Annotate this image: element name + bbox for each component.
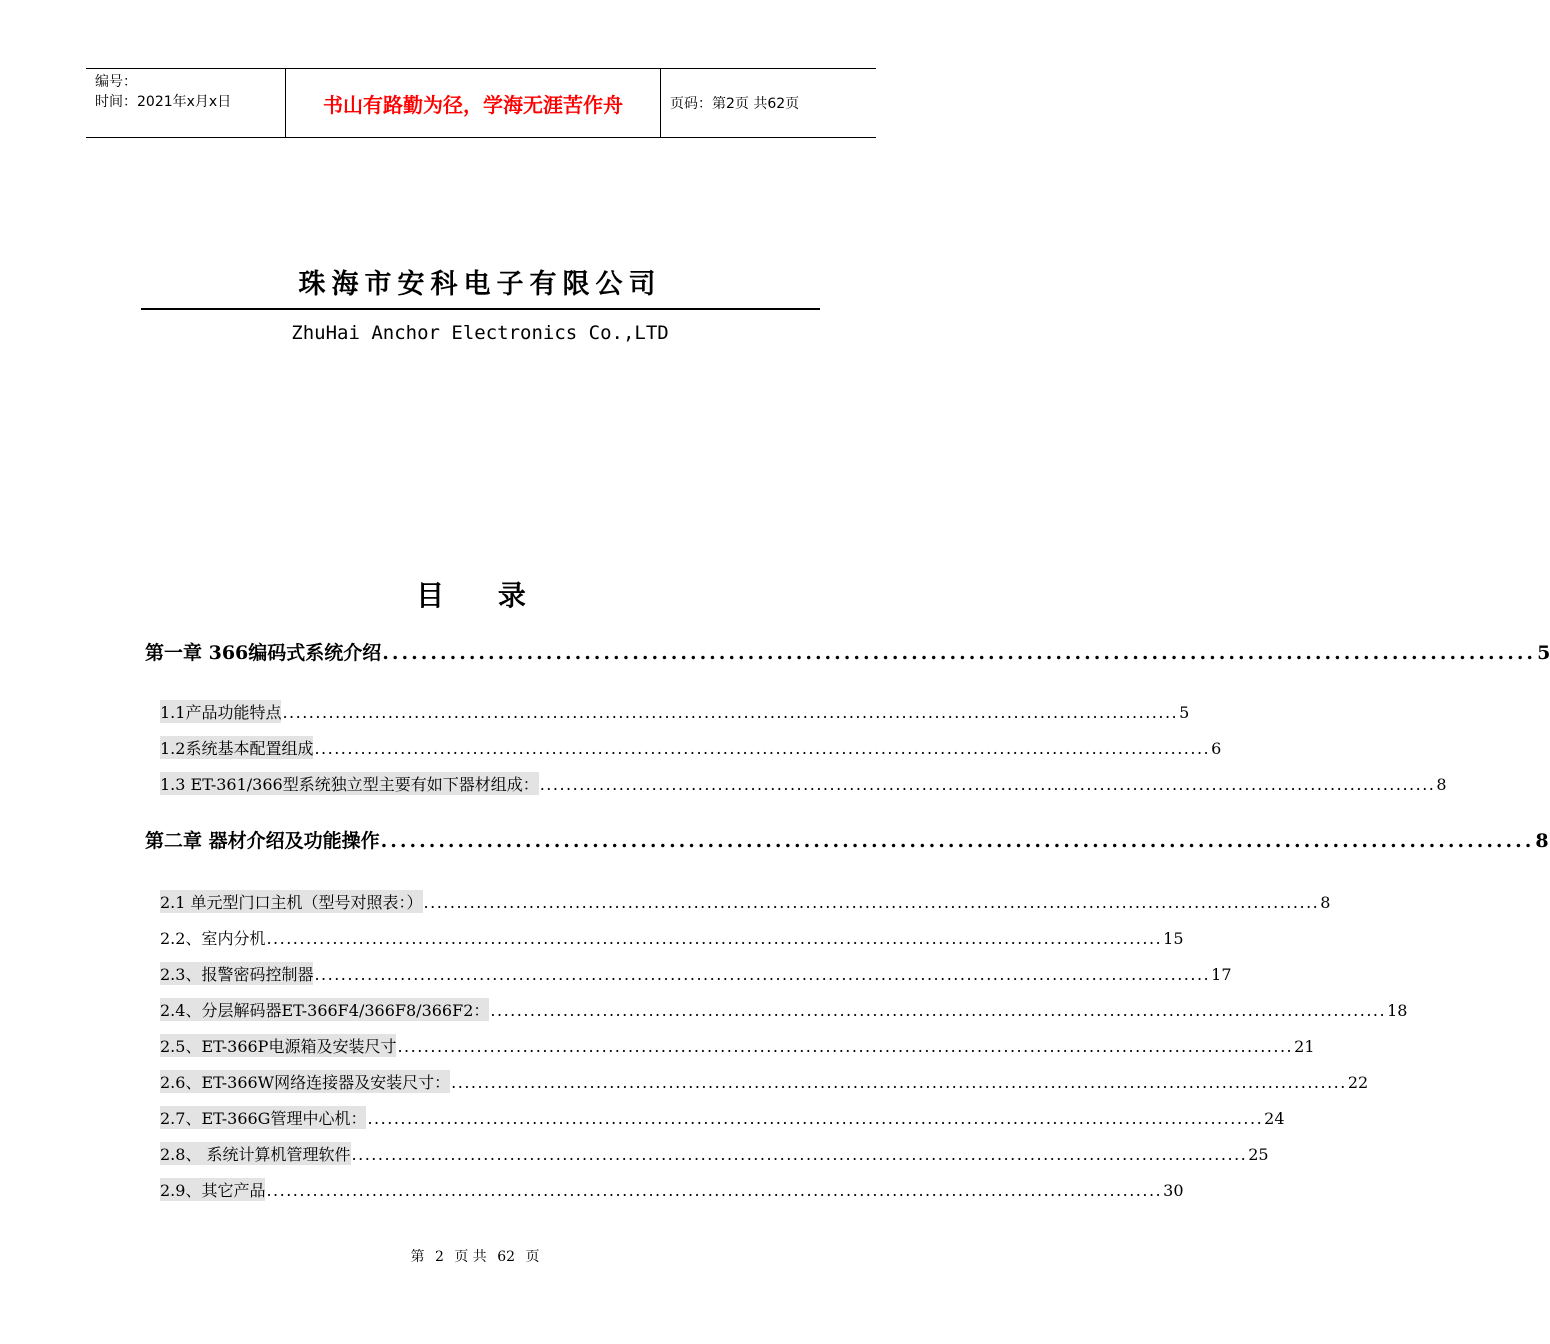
header-number-label: 编号：: [95, 74, 137, 90]
toc-entry-text: 2.6、ET-366W网络连接器及安装尺寸：: [160, 1070, 450, 1093]
toc-entry-text: 2.4、分层解码器ET-366F4/366F8/366F2：: [160, 998, 489, 1021]
toc-entry-page: 6: [1211, 739, 1222, 758]
toc-entry-page: 8: [1535, 830, 1549, 852]
toc-entry-section[interactable]: [160, 962, 1232, 985]
toc-entry-page: 8: [1436, 775, 1447, 794]
toc-leader-dots: ........................................................................................................................................: [351, 1145, 1248, 1164]
toc-leader-dots: ........................................................................................................................................: [314, 965, 1211, 984]
company-name-cn: 珠海市安科电子有限公司: [298, 269, 662, 300]
toc-entry-section[interactable]: [160, 700, 1190, 723]
toc-entry-page: 5: [1537, 642, 1550, 664]
toc-entry-text: 2.8、 系统计算机管理软件: [160, 1142, 351, 1165]
toc-entry-chapter[interactable]: [145, 638, 1550, 665]
toc-entry-text: 1.2系统基本配置组成: [160, 736, 313, 759]
toc-entry-text: 2.7、ET-366G管理中心机：: [160, 1106, 366, 1129]
toc-entry-text: 2.1 单元型门口主机（型号对照表：）: [160, 890, 423, 913]
running-header: [86, 68, 876, 138]
toc-entry-section[interactable]: [160, 890, 1331, 913]
header-page-label: 页码：第2页 共62页: [670, 96, 800, 112]
toc-leader-dots: ........................................................................................................................................: [266, 929, 1163, 948]
toc-entry-text: 2.3、报警密码控制器: [160, 962, 313, 985]
toc-leader-dots: ........................................................................................................................................: [266, 1181, 1163, 1200]
toc-entry-text: 2.2、室内分机: [160, 929, 266, 948]
toc-entry-section[interactable]: [160, 736, 1222, 759]
toc-entry-chapter[interactable]: [145, 826, 1549, 853]
toc-entry-page: 15: [1163, 929, 1184, 948]
toc-entry-page: 17: [1211, 965, 1232, 984]
header-info-cell: [86, 69, 286, 137]
toc-entry-page: 18: [1387, 1001, 1408, 1020]
toc-entry-page: 8: [1320, 893, 1331, 912]
toc-entry-page: 22: [1347, 1073, 1369, 1092]
toc-leader-dots: ........................................................................................................................................: [423, 893, 1320, 912]
toc-leader-dots: ........................................................................................................................................: [314, 739, 1211, 758]
toc-entry-section[interactable]: [160, 1034, 1315, 1057]
toc-entry-section[interactable]: [160, 1070, 1369, 1093]
toc-entry-page: 21: [1294, 1037, 1315, 1056]
toc-entry-section[interactable]: [160, 926, 1184, 949]
toc-title: 目 录: [416, 579, 548, 612]
toc-entry-text: 2.9、其它产品: [160, 1178, 265, 1201]
toc-leader-dots: ........................................................................................................................................: [397, 1037, 1294, 1056]
toc-leader-dots: ........................................................................................................................................: [490, 1001, 1387, 1020]
footer-middle: 页 共: [454, 1249, 487, 1265]
toc-leader-dots: ........................................................................................................................................: [539, 775, 1436, 794]
toc-entry-section[interactable]: [160, 998, 1408, 1021]
header-slogan: 书山有路勤为径，学海无涯苦作舟: [286, 69, 661, 137]
toc-leader-dots: ........................................................................................................................: [382, 642, 1537, 664]
toc-entry-section[interactable]: [160, 1142, 1269, 1165]
toc-entry-page: 25: [1248, 1145, 1269, 1164]
footer-prefix: 第: [410, 1249, 425, 1265]
company-name-en: ZhuHai Anchor Electronics Co.,LTD: [291, 322, 669, 344]
toc-entry-text: 第一章 366编码式系统介绍: [145, 642, 382, 664]
toc-leader-dots: ........................................................................................................................................: [282, 703, 1179, 722]
company-divider: [141, 308, 820, 310]
footer-total-pages: 62: [497, 1249, 516, 1265]
toc-leader-dots: ........................................................................................................................................: [367, 1109, 1264, 1128]
toc-entry-section[interactable]: [160, 1178, 1184, 1201]
toc-entry-section[interactable]: [160, 772, 1447, 795]
toc-entry-section[interactable]: [160, 1106, 1285, 1129]
toc-entry-text: 1.3 ET-361/366型系统独立型主要有如下器材组成：: [160, 772, 539, 795]
page-footer: [0, 1246, 950, 1266]
footer-current-page: 2: [434, 1249, 444, 1265]
toc-entry-text: 第二章 器材介绍及功能操作: [145, 830, 380, 852]
toc-entry-page: 24: [1264, 1109, 1285, 1128]
toc-entry-text: 1.1产品功能特点: [160, 700, 281, 723]
toc-leader-dots: ........................................................................................................................................: [451, 1073, 1347, 1092]
toc-entry-page: 5: [1179, 703, 1190, 722]
toc-leader-dots: ........................................................................................................................: [380, 830, 1535, 852]
toc-entry-text: 2.5、ET-366P电源箱及安装尺寸: [160, 1034, 396, 1057]
footer-suffix: 页: [525, 1249, 540, 1265]
header-time-label: 时间：2021年x月x日: [95, 94, 232, 110]
toc-entry-page: 30: [1163, 1181, 1184, 1200]
